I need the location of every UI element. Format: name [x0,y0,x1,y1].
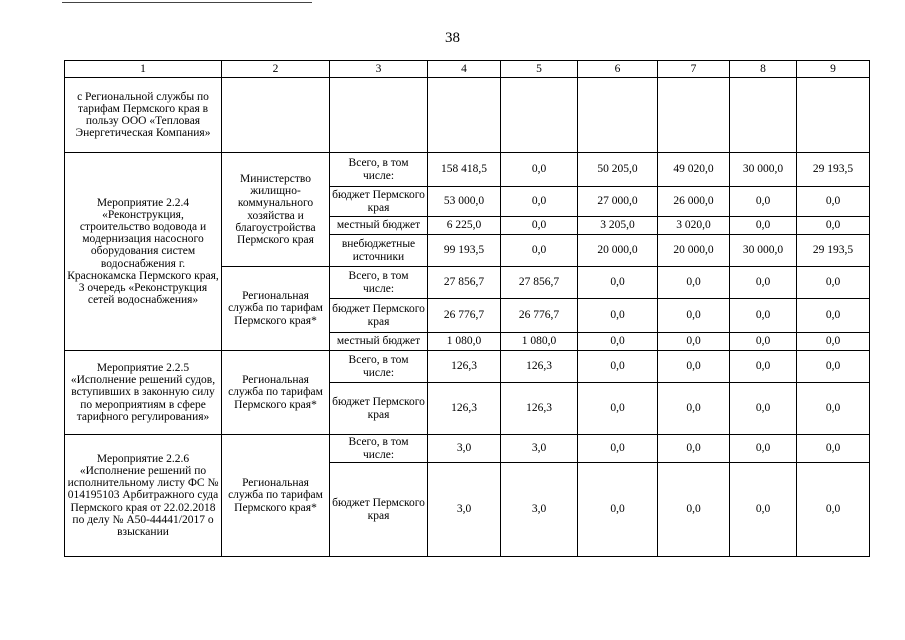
value-cell: 27 856,7 [501,267,578,299]
source-cell: Всего, в том числе: [330,153,428,187]
value-cell: 0,0 [730,267,797,299]
scan-top-line [62,0,312,3]
value-cell: 0,0 [578,463,658,557]
value-cell: 53 000,0 [428,187,501,217]
header-cell: 3 [330,61,428,78]
value-cell: 0,0 [797,463,870,557]
value-cell: 3 205,0 [578,217,658,235]
value-cell: 3,0 [501,463,578,557]
executor-cell: Региональная служба по тарифам Пермского края* [222,435,330,557]
value-cell: 30 000,0 [730,235,797,267]
value-cell: 126,3 [501,351,578,383]
value-cell: 0,0 [730,333,797,351]
source-cell: Всего, в том числе: [330,435,428,463]
value-cell: 0,0 [797,187,870,217]
value-cell: 29 193,5 [797,153,870,187]
value-cell: 3,0 [501,435,578,463]
source-cell: Всего, в том числе: [330,267,428,299]
value-cell: 0,0 [797,351,870,383]
header-cell: 7 [658,61,730,78]
value-cell: 20 000,0 [658,235,730,267]
value-cell: 27 856,7 [428,267,501,299]
value-cell: 0,0 [578,351,658,383]
value-cell: 0,0 [658,299,730,333]
value-cell: 30 000,0 [730,153,797,187]
value-cell: 26 776,7 [428,299,501,333]
value-cell: 126,3 [428,351,501,383]
value-cell: 26 000,0 [658,187,730,217]
budget-table [64,60,870,557]
value-cell: 0,0 [578,383,658,435]
value-cell: 0,0 [730,383,797,435]
value-cell: 0,0 [730,299,797,333]
value-cell: 26 776,7 [501,299,578,333]
source-cell: бюджет Пермского края [330,187,428,217]
empty-cell [222,78,330,153]
value-cell: 50 205,0 [578,153,658,187]
value-cell: 0,0 [501,235,578,267]
source-cell: бюджет Пермского края [330,383,428,435]
measure-name-cell: Мероприятие 2.2.6 «Исполнение решений по исполнительному листу ФС № 014195103 Арбитражного суда Пермского края от 22.02.2018 по делу № А50-44441/2017 о взыскании [65,435,222,557]
value-cell: 3,0 [428,435,501,463]
executor-cell: Министерство жилищно-коммунального хозяйства и благоустройства Пермского края [222,153,330,267]
measure-name-cell: Мероприятие 2.2.5 «Исполнение решений судов, вступивших в законную силу по мероприятиям в сфере тарифного регулирования» [65,351,222,435]
page-number: 38 [445,30,460,46]
value-cell: 0,0 [658,267,730,299]
value-cell: 0,0 [501,187,578,217]
header-cell: 5 [501,61,578,78]
value-cell: 0,0 [797,299,870,333]
header-cell: 6 [578,61,658,78]
table-row [65,435,870,463]
empty-cell [578,78,658,153]
source-cell: внебюджетные источники [330,235,428,267]
empty-cell [797,78,870,153]
value-cell: 1 080,0 [501,333,578,351]
value-cell: 0,0 [501,153,578,187]
value-cell: 99 193,5 [428,235,501,267]
value-cell: 0,0 [797,435,870,463]
empty-cell [428,78,501,153]
value-cell: 0,0 [730,463,797,557]
header-row [65,61,870,78]
value-cell: 0,0 [658,383,730,435]
header-cell: 2 [222,61,330,78]
value-cell: 6 225,0 [428,217,501,235]
value-cell: 0,0 [730,435,797,463]
measure-name-cell: Мероприятие 2.2.4 «Реконструкция, строительство водовода и модернизация насосного оборудования систем водоснабжения г. Краснокамска Пермского края, 3 очередь «Реконструкция сетей водоснабжения» [65,153,222,351]
header-cell: 9 [797,61,870,78]
source-cell: бюджет Пермского края [330,463,428,557]
value-cell: 27 000,0 [578,187,658,217]
value-cell: 0,0 [730,187,797,217]
value-cell: 3,0 [428,463,501,557]
value-cell: 0,0 [658,435,730,463]
value-cell: 0,0 [730,217,797,235]
value-cell: 0,0 [658,351,730,383]
value-cell: 158 418,5 [428,153,501,187]
empty-cell [330,78,428,153]
executor-cell: Региональная служба по тарифам Пермского края* [222,267,330,351]
header-cell: 4 [428,61,501,78]
value-cell: 126,3 [428,383,501,435]
value-cell: 0,0 [578,333,658,351]
value-cell: 0,0 [658,333,730,351]
value-cell: 29 193,5 [797,235,870,267]
table-row [65,351,870,383]
measure-name-cell: с Региональной службы по тарифам Пермского края в пользу ООО «Тепловая Энергетическая Компания» [65,78,222,153]
source-cell: местный бюджет [330,217,428,235]
header-cell: 8 [730,61,797,78]
table-row [65,153,870,187]
empty-cell [501,78,578,153]
value-cell: 0,0 [797,333,870,351]
value-cell: 0,0 [797,267,870,299]
value-cell: 1 080,0 [428,333,501,351]
value-cell: 0,0 [578,299,658,333]
value-cell: 0,0 [578,435,658,463]
value-cell: 49 020,0 [658,153,730,187]
table-row [65,78,870,153]
value-cell: 3 020,0 [658,217,730,235]
value-cell: 126,3 [501,383,578,435]
source-cell: бюджет Пермского края [330,299,428,333]
value-cell: 0,0 [578,267,658,299]
value-cell: 0,0 [797,217,870,235]
value-cell: 0,0 [501,217,578,235]
empty-cell [730,78,797,153]
source-cell: Всего, в том числе: [330,351,428,383]
value-cell: 0,0 [658,463,730,557]
value-cell: 20 000,0 [578,235,658,267]
value-cell: 0,0 [797,383,870,435]
header-cell: 1 [65,61,222,78]
value-cell: 0,0 [730,351,797,383]
empty-cell [658,78,730,153]
source-cell: местный бюджет [330,333,428,351]
executor-cell: Региональная служба по тарифам Пермского края* [222,351,330,435]
